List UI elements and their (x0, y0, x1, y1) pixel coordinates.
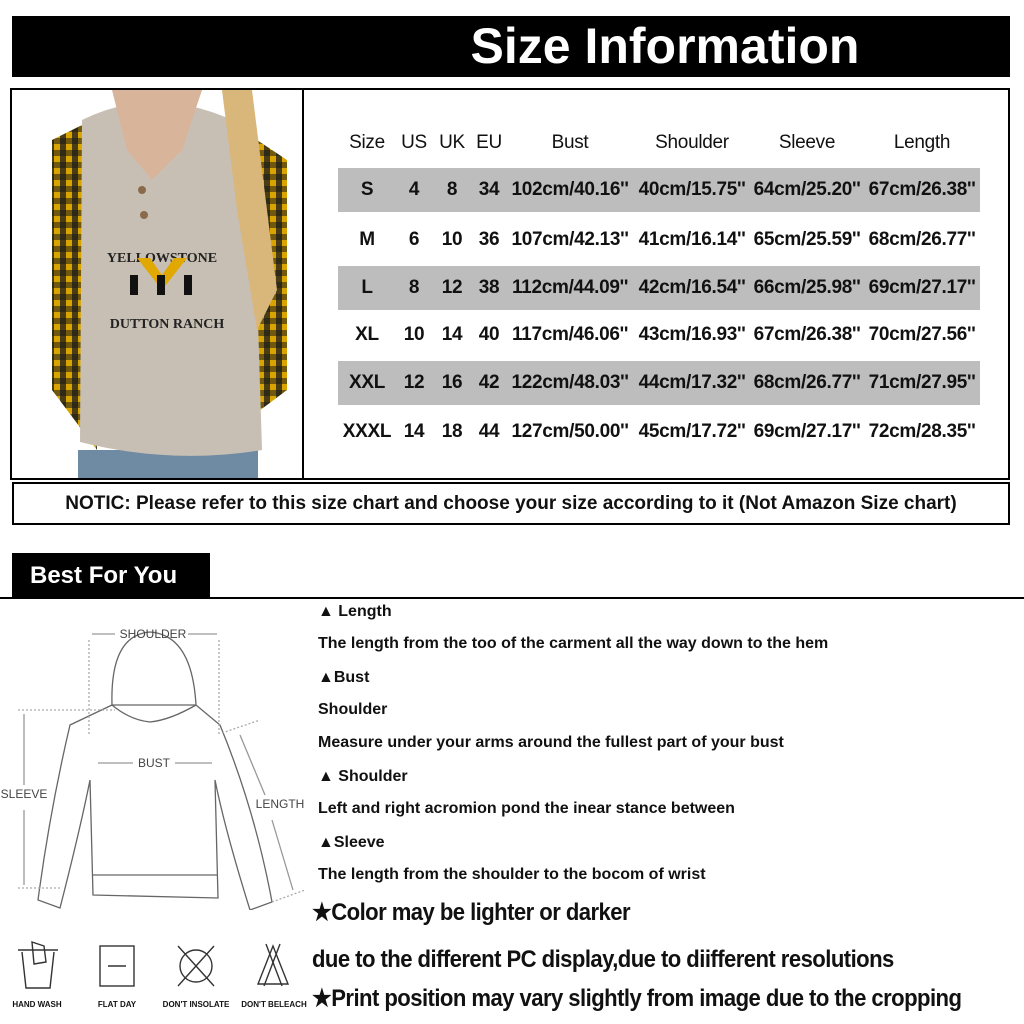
sleeve-label: SLEEVE (0, 787, 48, 801)
product-photo (12, 90, 304, 478)
divider (0, 597, 1024, 599)
length-heading: ▲ Length (318, 603, 392, 620)
table-row (338, 168, 980, 212)
shoulder-label: SHOULDER (119, 627, 187, 641)
print-position-note: ★Print position may vary slightly from image due to the cropping (312, 985, 962, 1012)
table-cell: 36 (478, 229, 500, 250)
table-cell: 69cm/27.17'' (868, 277, 976, 298)
display-note: due to the different PC display,due to diifferent resolutions (312, 946, 894, 973)
care-label-dont-insolate: DON'T INSOLATE (162, 1000, 230, 1009)
length-description: The length from the too of the carment all the way down to the hem (318, 635, 829, 652)
print-bottom-text: DUTTON RANCH (109, 317, 225, 332)
table-cell: 18 (441, 421, 463, 442)
table-cell: 16 (441, 372, 463, 393)
care-label-flat-dry: FLAT DAY (97, 1000, 137, 1009)
care-label-hand-wash: HAND WASH (12, 1000, 62, 1009)
shoulder-heading: ▲ Shoulder (318, 768, 408, 785)
table-cell: 43cm/16.93'' (638, 324, 746, 345)
table-cell: 41cm/16.14'' (638, 229, 746, 250)
bust-description: Measure under your arms around the fullest part of your bust (318, 734, 784, 751)
table-row (338, 313, 980, 357)
table-cell: XL (355, 324, 379, 345)
table-cell: 64cm/25.20'' (753, 179, 861, 200)
table-cell: 4 (408, 179, 420, 200)
table-cell: UK (439, 132, 465, 153)
best-for-you-heading: Best For You (12, 553, 210, 597)
table-row (338, 361, 980, 405)
do-not-bleach-icon (258, 944, 288, 986)
bust-heading: ▲Bust (318, 669, 370, 686)
print-top-text: YELLOWSTONE (106, 251, 218, 266)
table-cell: 8 (446, 179, 458, 200)
table-cell: 71cm/27.95'' (868, 372, 976, 393)
table-cell: 72cm/28.35'' (868, 421, 976, 442)
table-cell: 68cm/26.77'' (753, 372, 861, 393)
page-title: Size Information (470, 18, 860, 74)
sleeve-description: The length from the shoulder to the bocom of wrist (318, 866, 706, 883)
bust-label: BUST (137, 756, 171, 770)
table-cell: 70cm/27.56'' (868, 324, 976, 345)
sleeve-heading: ▲Sleeve (318, 834, 385, 851)
table-cell: 107cm/42.13'' (511, 229, 629, 250)
length-label: LENGTH (255, 797, 305, 811)
table-cell: Sleeve (778, 132, 836, 153)
table-cell: 102cm/40.16'' (511, 179, 629, 200)
table-cell: Bust (551, 132, 589, 153)
shoulder-description: Left and right acromion pond the inear stance between (318, 800, 735, 817)
table-cell: 44 (478, 421, 500, 442)
table-cell: 34 (478, 179, 500, 200)
table-cell: 69cm/27.17'' (753, 421, 861, 442)
flat-dry-icon (100, 946, 134, 986)
hand-wash-icon (18, 942, 58, 988)
table-cell: 14 (403, 421, 425, 442)
table-cell: L (361, 277, 373, 298)
do-not-tumble-dry-icon (178, 946, 214, 986)
table-cell: M (359, 229, 375, 250)
table-cell: Length (893, 132, 951, 153)
table-cell: EU (476, 132, 502, 153)
table-row (338, 218, 980, 262)
table-cell: XXXL (342, 421, 392, 442)
table-cell: S (360, 179, 374, 200)
table-cell: Shoulder (655, 132, 729, 153)
table-cell: 66cm/25.98'' (753, 277, 861, 298)
notice-text: NOTIC: Please refer to this size chart and choose your size according to it (Not Amazon Size chart) (12, 482, 1010, 525)
table-row (338, 266, 980, 310)
table-cell: 67cm/26.38'' (868, 179, 976, 200)
table-cell: 112cm/44.09'' (511, 277, 629, 298)
table-cell: 38 (478, 277, 500, 298)
table-cell: 14 (441, 324, 463, 345)
table-cell: 127cm/50.00'' (511, 421, 629, 442)
table-cell: Size (349, 132, 385, 153)
table-cell: 44cm/17.32'' (638, 372, 746, 393)
table-cell: 10 (441, 229, 463, 250)
hoodie-measurement-diagram (0, 610, 310, 910)
table-cell: 122cm/48.03'' (511, 372, 629, 393)
care-icons (0, 940, 310, 995)
table-cell: 8 (408, 277, 420, 298)
table-row (338, 410, 980, 454)
color-note: ★Color may be lighter or darker (312, 899, 631, 926)
table-cell: 40 (478, 324, 500, 345)
care-label-dont-bleach: DON'T BELEACH (241, 1000, 307, 1009)
table-cell: 117cm/46.06'' (511, 324, 629, 345)
table-cell: 12 (441, 277, 463, 298)
table-cell: US (401, 132, 427, 153)
table-cell: 42 (478, 372, 500, 393)
table-cell: 65cm/25.59'' (753, 229, 861, 250)
table-cell: 12 (403, 372, 425, 393)
table-cell: 68cm/26.77'' (868, 229, 976, 250)
bust-subheading: Shoulder (318, 701, 388, 718)
table-header-row (338, 121, 980, 165)
table-cell: 67cm/26.38'' (753, 324, 861, 345)
table-cell: 6 (408, 229, 420, 250)
table-cell: 45cm/17.72'' (638, 421, 746, 442)
table-cell: 40cm/15.75'' (638, 179, 746, 200)
table-cell: XXL (348, 372, 386, 393)
table-cell: 10 (403, 324, 425, 345)
table-cell: 42cm/16.54'' (638, 277, 746, 298)
